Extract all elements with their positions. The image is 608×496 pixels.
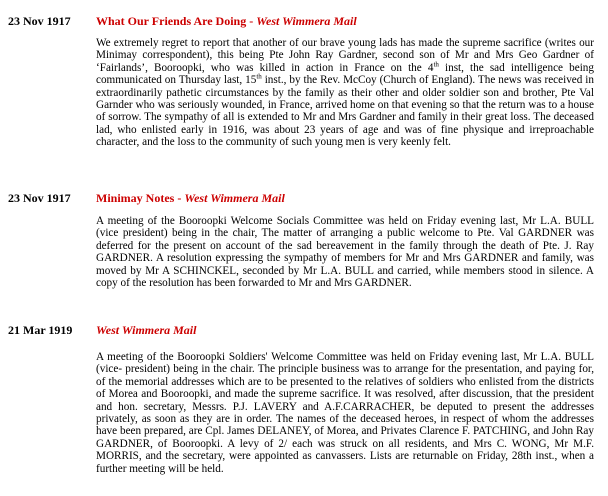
entry-date: 21 Mar 1919 [8,323,73,337]
entry-text-part: We extremely regret to report that another of our brave young lads has made the supreme sacrifice (writes our Minimay correspondent), this being Pte John Ray Gardner, second son of Mr and Mrs Geo Gardner of ‘Fairlands’, Booroopki, who was killed in action in France on the 4 [96,37,594,74]
entry-text-part: inst., by the Rev. McCoy (Church of England). The news was received in extraordinarily pathetic circumstances by the family as their other and older soldier son and brother, Pte Val Garnder who was seriously wounded, in France, arrived home on that evening so that the return was to a house of sorrow. The sympathy of all is extended to Mr and Mrs Gardner and family in their great loss. The deceased lad, who enlisted early in 1916, was about 23 years of age and was of fine physique and irreproachable character, and the loss to the community of such young men is very keenly felt. [96,74,594,149]
ordinal-suffix: th [256,72,262,81]
entry-text-part: inst, the sad intelligence being communicated on Thursday last, 15 [96,61,594,87]
entry-source: West Wimmera Mail [96,323,197,337]
entry-source: West Wimmera Mail [256,14,357,28]
entry-title: Minimay Notes - [96,191,185,205]
entry-text: A meeting of the Booroopki Soldiers' Welcome Committee was held on Friday evening last, Mr L.A. BULL (vice- president) being in the chair. The principle business was to arrange for the presentation, and paying for, of the memorial addresses which are to be presented to the relatives of soldiers who enlisted from the districts of Morea and Booroopki, and made the supreme sacrifice. It was resolved, after discussion, that the president and hon. secretary, Messrs. P.J. LAVERY and A.F.CARRACHER, be deputed to present the addresses privately, as soon as they are in order. The names of the deceased heroes, in respect of whom the addresses have been prepared, are Cpl. James DELANEY, of Morea, and Privates Clarence F. PATCHING, and John Ray GARDNER, of Booroopki. A levy of 2/ each was struck on all residents, and Mrs C. WONG, Mr M.F. MORRIS, and the secretary, were appointed as canvassers. Lists are returnable on Friday, 28th inst., when a further meeting will be held. [96,351,594,475]
entry-date: 23 Nov 1917 [8,14,71,28]
entry-title: What Our Friends Are Doing - [96,14,257,28]
entry-date: 23 Nov 1917 [8,191,71,205]
entry-heading [96,191,285,206]
entry-source: West Wimmera Mail [184,191,285,205]
ordinal-suffix: th [433,60,439,69]
entry-heading [96,14,357,29]
entry-heading [96,323,196,338]
entry-text [96,37,594,149]
entry-text: A meeting of the Booroopki Welcome Socials Committee was held on Friday evening last, Mr L.A. BULL (vice president) being in the chair, The matter of arranging a public welcome to Pte. Val GARDNER was deferred for the present on account of the sad bereavement in the family through the death of Pte. J. Ray GARDNER. A resolution expressing the sympathy of members for Mr and Mrs GARDNER and family, was moved by Mr A SCHINCKEL, seconded by Mr L.A. BULL and carried, while members stood in silence. A copy of the resolution has been forwarded to Mr and Mrs GARDNER. [96,215,594,290]
